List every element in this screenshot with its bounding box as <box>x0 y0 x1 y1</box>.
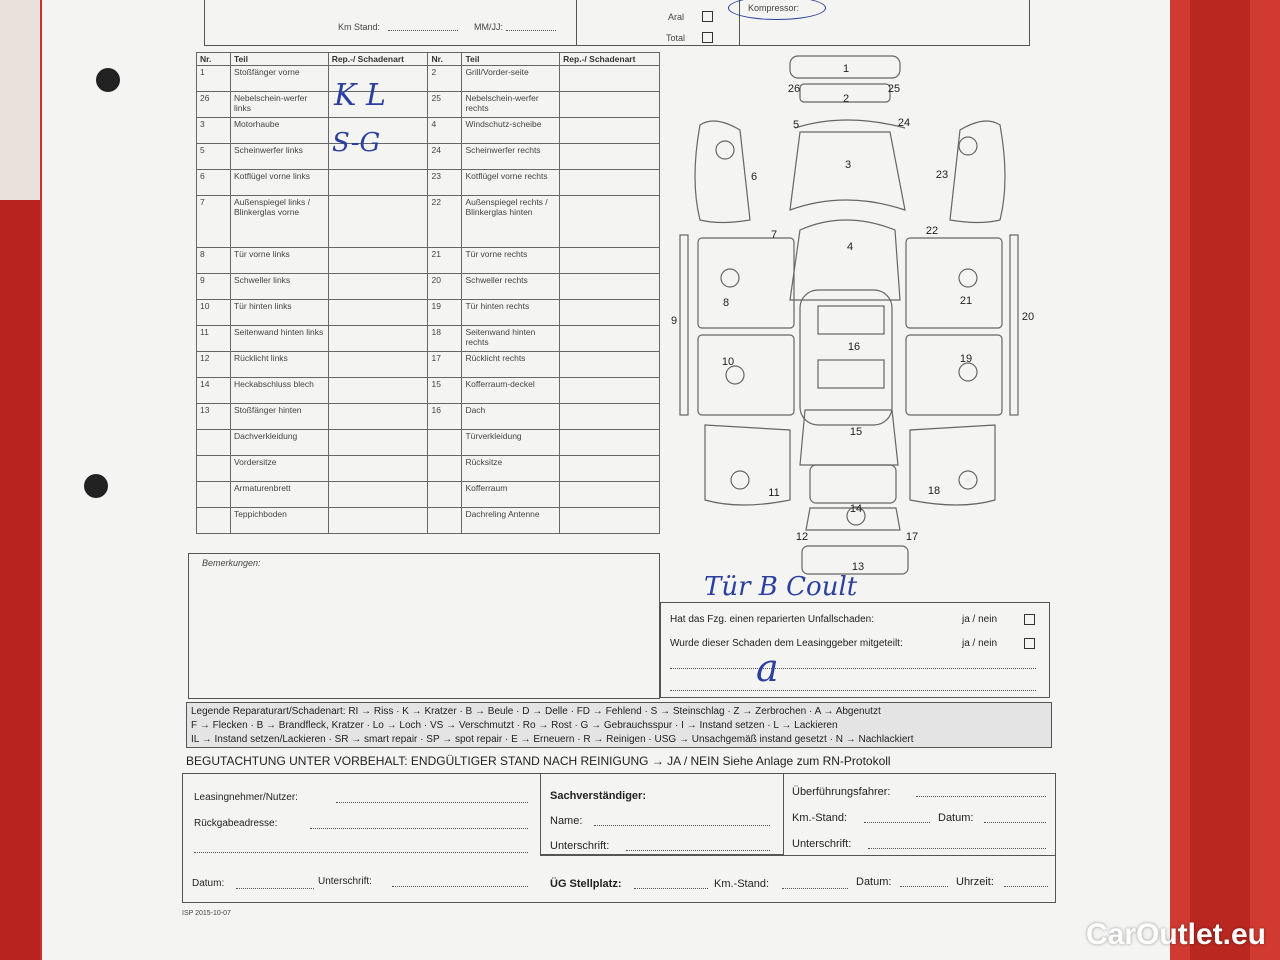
wheel-marker <box>726 366 744 384</box>
cell-nr: 16 <box>428 404 462 430</box>
table-row <box>197 196 660 248</box>
table-row <box>197 456 660 482</box>
cell-rep <box>328 170 428 196</box>
cell-teil: Vordersitze <box>230 456 328 482</box>
cell-nr: 20 <box>428 274 462 300</box>
legend-line: F → Flecken · B → Brandfleck, Kratzer · Lo → Loch · VS → Verschmutzt · Ro → Rost · G → Gebrauchsspur · I → Instand setzen · L → Lackieren <box>191 720 838 731</box>
table-row <box>197 300 660 326</box>
cell-nr: 11 <box>197 326 231 352</box>
cell-nr: 10 <box>197 300 231 326</box>
cell-teil: Türverkleidung <box>462 430 560 456</box>
sachverstaendiger-label: Sachverständiger: <box>550 790 646 802</box>
cell-teil: Scheinwerfer links <box>230 144 328 170</box>
cell-teil: Tür vorne links <box>230 248 328 274</box>
unterschrift2-line <box>626 850 770 851</box>
wheel-front-left <box>716 141 734 159</box>
leasingnehmer-label: Leasingnehmer/Nutzer: <box>194 792 298 803</box>
part-door-front-left <box>698 238 794 328</box>
cell-nr <box>197 456 231 482</box>
table-row <box>197 66 660 92</box>
datum2-label: Datum: <box>938 812 974 824</box>
cell-nr: 8 <box>197 248 231 274</box>
wheel-rear-right <box>959 471 977 489</box>
cell-nr: 9 <box>197 274 231 300</box>
form-code: ISP 2015-10-07 <box>182 910 231 917</box>
part-door-rear-left <box>698 335 794 415</box>
diagram-part-number: 24 <box>897 117 911 129</box>
cell-teil: Schweller rechts <box>462 274 560 300</box>
part-sill-right <box>1010 235 1018 415</box>
cell-rep <box>328 274 428 300</box>
unterschrift-label: Unterschrift: <box>318 876 372 887</box>
mmjj-label: MM/JJ: <box>474 22 503 32</box>
part-windshield <box>790 220 900 300</box>
cell-teil: Seitenwand hinten links <box>230 326 328 352</box>
diagram-part-number: 21 <box>959 295 973 307</box>
table-row <box>197 118 660 144</box>
diagram-part-number: 11 <box>768 487 780 499</box>
leasingnehmer-line <box>336 802 528 803</box>
cell-rep <box>328 456 428 482</box>
cell-nr <box>197 430 231 456</box>
remarks-box <box>188 553 660 699</box>
cell-nr: 23 <box>428 170 462 196</box>
cell-teil: Nebelschein-werfer rechts <box>462 92 560 118</box>
table-header-row <box>197 53 660 66</box>
damage-table <box>196 52 660 534</box>
cell-rep <box>560 92 660 118</box>
mmjj-line <box>506 30 556 31</box>
cell-rep <box>560 196 660 248</box>
diagram-part-number: 10 <box>721 356 735 368</box>
cell-rep <box>560 144 660 170</box>
cell-teil: Stoßfänger vorne <box>230 66 328 92</box>
aral-label: Aral <box>668 12 685 22</box>
part-fender-front-right <box>950 121 1005 223</box>
cell-nr: 2 <box>428 66 462 92</box>
diagram-part-number: 23 <box>935 169 949 181</box>
cell-nr: 26 <box>197 92 231 118</box>
accident-ja-nein: ja / nein <box>962 614 998 625</box>
ug-stellplatz-label: ÜG Stellplatz: <box>550 878 622 890</box>
cell-nr: 18 <box>428 326 462 352</box>
punch-hole <box>84 474 108 498</box>
cell-teil: Kofferraum-deckel <box>462 378 560 404</box>
cell-nr: 4 <box>428 118 462 144</box>
diagram-part-number: 18 <box>927 485 941 497</box>
table-row <box>197 378 660 404</box>
cell-teil: Stoßfänger hinten <box>230 404 328 430</box>
diagram-part-number: 12 <box>795 531 809 543</box>
cell-rep <box>560 508 660 534</box>
cell-teil: Armaturenbrett <box>230 482 328 508</box>
cell-nr: 13 <box>197 404 231 430</box>
kompressor-label: Kompressor: <box>748 3 800 13</box>
question-reported: Wurde dieser Schaden dem Leasinggeber mitgeteilt: <box>670 638 903 649</box>
cell-teil: Außenspiegel rechts / Blinkerglas hinten <box>462 196 560 248</box>
part-sill-left <box>680 235 688 415</box>
cell-nr <box>428 456 462 482</box>
cell-nr <box>428 482 462 508</box>
part-roof-panel-rear <box>818 360 884 388</box>
wheel-marker <box>959 269 977 287</box>
cell-nr: 21 <box>428 248 462 274</box>
table-row <box>197 482 660 508</box>
cell-teil: Dach <box>462 404 560 430</box>
handwritten-sg: S-G <box>332 128 381 158</box>
diagram-part-number: 9 <box>670 315 678 327</box>
kmstand-line <box>388 30 458 31</box>
cell-teil: Dachreling Antenne <box>462 508 560 534</box>
datum3-line <box>900 886 948 887</box>
part-door-front-right <box>906 238 1002 328</box>
cell-rep <box>560 430 660 456</box>
cell-rep <box>560 300 660 326</box>
cell-teil: Rücksitze <box>462 456 560 482</box>
diagram-part-number: 3 <box>844 159 852 171</box>
background-wall <box>0 0 40 200</box>
cell-rep <box>328 300 428 326</box>
diagram-part-number: 4 <box>846 241 854 253</box>
table-row <box>197 352 660 378</box>
cell-nr: 12 <box>197 352 231 378</box>
name-line <box>594 825 770 826</box>
cell-nr <box>197 508 231 534</box>
cell-teil: Tür vorne rechts <box>462 248 560 274</box>
cell-teil: Heckabschluss blech <box>230 378 328 404</box>
diagram-part-number: 8 <box>722 297 730 309</box>
diagram-part-number: 26 <box>787 83 801 95</box>
ueberfuehrung-line <box>916 796 1046 797</box>
diagram-part-number: 20 <box>1021 311 1035 323</box>
cell-teil: Grill/Vorder-seite <box>462 66 560 92</box>
wheel-front-right <box>959 137 977 155</box>
cell-teil: Rücklicht links <box>230 352 328 378</box>
cell-rep <box>560 456 660 482</box>
notes-line <box>670 668 1036 669</box>
handwritten-kl: K L <box>334 78 386 113</box>
cell-teil: Seitenwand hinten rechts <box>462 326 560 352</box>
diagram-part-number: 17 <box>905 531 919 543</box>
cell-nr: 3 <box>197 118 231 144</box>
col-teil: Teil <box>230 53 328 66</box>
wheel-marker <box>959 363 977 381</box>
cell-rep <box>328 508 428 534</box>
cell-teil: Rücklicht rechts <box>462 352 560 378</box>
handwritten-signature: a <box>756 646 779 690</box>
cell-rep <box>328 196 428 248</box>
cell-rep <box>328 378 428 404</box>
legend-line: IL → Instand setzen/Lackieren · SR → smart repair · SP → spot repair · E → Erneuern · R → Reinigen · USG → Unsachgemäß instand gesetzt · N → Nachlackiert <box>191 734 914 745</box>
reported-ja-nein: ja / nein <box>962 638 998 649</box>
cell-rep <box>560 66 660 92</box>
total-checkbox[interactable] <box>702 32 713 43</box>
cell-rep <box>328 248 428 274</box>
cell-teil: Tür hinten rechts <box>462 300 560 326</box>
diagram-part-number: 16 <box>847 341 861 353</box>
diagram-part-number: 5 <box>792 119 800 131</box>
diagram-part-number: 1 <box>842 63 850 75</box>
diagram-part-number: 14 <box>849 503 863 515</box>
name-label: Name: <box>550 815 583 827</box>
uhrzeit-line <box>1004 886 1048 887</box>
cell-rep <box>560 482 660 508</box>
kmstand2-label: Km.-Stand: <box>714 878 770 890</box>
wheel-rear-left <box>731 471 749 489</box>
datum-line <box>236 888 314 889</box>
table-row <box>197 326 660 352</box>
datum-label: Datum: <box>192 878 225 889</box>
part-headlights <box>795 120 905 128</box>
aral-checkbox[interactable] <box>702 11 713 22</box>
diagram-part-number: 2 <box>842 93 850 105</box>
diagram-part-number: 6 <box>750 171 758 183</box>
col-rep: Rep.-/ Schadenart <box>328 53 428 66</box>
cell-nr: 6 <box>197 170 231 196</box>
diagram-part-number: 25 <box>887 83 901 95</box>
table-row <box>197 248 660 274</box>
question-accident: Hat das Fzg. einen reparierten Unfallschaden: <box>670 614 875 625</box>
cell-teil: Windschutz-scheibe <box>462 118 560 144</box>
unterschrift3-label: Unterschrift: <box>792 838 852 850</box>
cell-nr: 5 <box>197 144 231 170</box>
part-door-rear-right <box>906 335 1002 415</box>
part-fender-front-left <box>695 121 750 223</box>
part-trunk <box>810 465 896 503</box>
diagram-part-number: 22 <box>925 225 939 237</box>
cell-nr <box>428 508 462 534</box>
ug-stellplatz-line <box>634 888 708 889</box>
cell-nr: 14 <box>197 378 231 404</box>
table-row <box>197 274 660 300</box>
cell-rep <box>560 248 660 274</box>
kmstand-label: Km Stand: <box>338 22 381 32</box>
legend-line: Legende Reparaturart/Schadenart: RI → Riss · K → Kratzer · B → Beule · D → Delle · FD → Fehlend · S → Steinschlag · Z → Zerbrochen · A → Abgenutzt <box>191 706 881 717</box>
cell-rep <box>328 352 428 378</box>
table-row <box>197 430 660 456</box>
remarks-label: Bemerkungen: <box>202 558 261 568</box>
ueberfuehrung-label: Überführungsfahrer: <box>792 786 891 798</box>
table-row <box>197 508 660 534</box>
part-roof-panel-front <box>818 306 884 334</box>
cell-rep <box>560 326 660 352</box>
cell-nr: 7 <box>197 196 231 248</box>
cell-rep <box>560 274 660 300</box>
diagram-part-number: 7 <box>770 229 778 241</box>
car-damage-diagram <box>660 50 1060 580</box>
cell-nr: 19 <box>428 300 462 326</box>
cell-rep <box>560 352 660 378</box>
address-line <box>194 852 528 853</box>
cell-rep <box>328 404 428 430</box>
cell-teil: Teppichboden <box>230 508 328 534</box>
part-hood <box>790 132 905 210</box>
cell-rep <box>328 326 428 352</box>
cell-teil: Kotflügel vorne links <box>230 170 328 196</box>
signature-separator <box>540 855 1056 856</box>
unterschrift3-line <box>868 848 1046 849</box>
cell-nr: 25 <box>428 92 462 118</box>
accident-checkbox[interactable] <box>1024 614 1035 625</box>
watermark: CarOutlet.eu <box>1085 918 1266 951</box>
cell-teil: Schweller links <box>230 274 328 300</box>
cell-rep <box>328 482 428 508</box>
table-row <box>197 404 660 430</box>
cell-nr: 1 <box>197 66 231 92</box>
notes-line <box>670 690 1036 691</box>
cell-nr <box>197 482 231 508</box>
cell-nr: 17 <box>428 352 462 378</box>
table-row <box>197 144 660 170</box>
cell-teil: Tür hinten links <box>230 300 328 326</box>
cell-rep <box>328 430 428 456</box>
cell-teil: Nebelschein-werfer links <box>230 92 328 118</box>
wheel-marker <box>721 269 739 287</box>
legend-box <box>186 702 1052 748</box>
punch-hole <box>96 68 120 92</box>
diagram-part-number: 15 <box>849 426 863 438</box>
table-row <box>197 170 660 196</box>
reported-checkbox[interactable] <box>1024 638 1035 649</box>
table-row <box>197 92 660 118</box>
datum3-label: Datum: <box>856 876 892 888</box>
folder-edge-right-shadow <box>1190 0 1250 960</box>
cell-teil: Dachverkleidung <box>230 430 328 456</box>
cell-nr <box>428 430 462 456</box>
total-label: Total <box>666 33 686 43</box>
cell-teil: Kotflügel vorne rechts <box>462 170 560 196</box>
reservation-note: BEGUTACHTUNG UNTER VORBEHALT: ENDGÜLTIGER STAND NACH REINIGUNG → JA / NEIN Siehe Anlage zum RN-Protokoll <box>186 754 891 768</box>
unterschrift-line <box>392 886 528 887</box>
header-divider <box>576 0 740 46</box>
unterschrift2-label: Unterschrift: <box>550 840 610 852</box>
col-nr: Nr. <box>428 53 462 66</box>
kmstand2-line <box>782 888 848 889</box>
cell-teil: Kofferraum <box>462 482 560 508</box>
cell-nr: 22 <box>428 196 462 248</box>
part-quarter-right <box>910 425 995 505</box>
handwritten-remark: Tür B Coult <box>704 572 858 602</box>
part-roof <box>800 290 892 425</box>
cell-rep <box>560 170 660 196</box>
cell-teil: Motorhaube <box>230 118 328 144</box>
col-rep: Rep.-/ Schadenart <box>560 53 660 66</box>
cell-nr: 15 <box>428 378 462 404</box>
cell-rep <box>560 118 660 144</box>
uhrzeit-label: Uhrzeit: <box>956 876 994 888</box>
cell-rep <box>560 404 660 430</box>
kmstand-bottom-label: Km.-Stand: <box>792 812 848 824</box>
cell-rep <box>560 378 660 404</box>
diagram-part-number: 19 <box>959 353 973 365</box>
diagram-part-number: 13 <box>851 561 865 573</box>
rueckgabe-label: Rückgabeadresse: <box>194 818 278 829</box>
datum2-line <box>984 822 1046 823</box>
col-nr: Nr. <box>197 53 231 66</box>
cell-teil: Scheinwerfer rechts <box>462 144 560 170</box>
col-teil: Teil <box>462 53 560 66</box>
cell-nr: 24 <box>428 144 462 170</box>
kmstand-bottom-line <box>864 822 930 823</box>
rueckgabe-line <box>310 828 528 829</box>
cell-teil: Außenspiegel links / Blinkerglas vorne <box>230 196 328 248</box>
